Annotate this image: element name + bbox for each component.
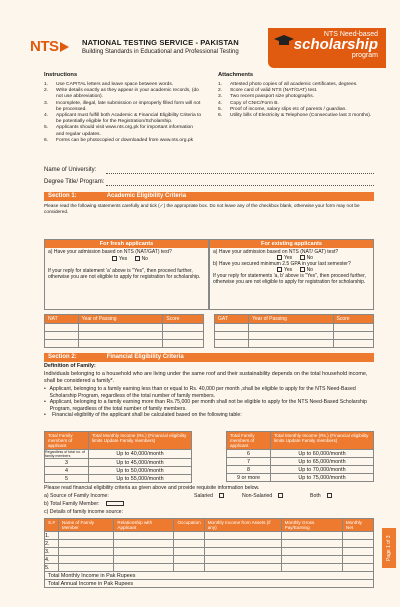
instruction-item: 3. Incomplete, illegal, late submission or improperly filled form will not be processed. xyxy=(44,100,201,112)
details-label: c) Details of family income source: xyxy=(44,509,123,515)
existing-b-yes-checkbox[interactable] xyxy=(277,267,282,272)
table-row: 1. xyxy=(45,532,374,540)
program-banner xyxy=(268,28,386,68)
family-table-header: S.# xyxy=(45,519,59,532)
attachments-list xyxy=(218,82,374,119)
program-line3: program xyxy=(351,52,378,59)
attachment-item: 3. Two recent passport size photographs. xyxy=(218,94,315,100)
attachment-item: 4. Copy of CNIC/Form B. xyxy=(218,100,279,106)
fresh-header: For fresh applicants xyxy=(45,240,208,248)
existing-applicants-box: For existing applicants a) Have your admission based on NTS (NAT/ GAT) test? Yes No b) Have you secured minimum 2.5 GPA in your last semester? Yes No If your reply for statements 'a, b' above is "Yes", then proceed further, otherwise you are not eligible to apply for registration for scholarship. xyxy=(209,239,374,310)
existing-question-a: a) Have your admission based on NTS (NAT/ GAT) test? xyxy=(213,249,339,255)
family-income-table: S.# Name of Family Member Relationship with Applicant Occupation Monthly Income from Assets (if any) Monthly Gross Pay/Earning Monthly Net 1. 2. 3. 4. 5. Total Monthly Income in Pak Rupees Total Annual Income in Pak Rupees xyxy=(44,518,374,588)
instruction-item: 6. Forms can be photocopied or downloaded from www.nts.org.pk xyxy=(44,137,194,143)
income-table-right: Total Family members of applicant Total Monthly Income (Rs.) (Financial eligibility limits Update Family members) 6 Up to 60,000/month 7 Up to 65,000/month 8 Up to 70,000/month 9 or more Up to 75,000/month xyxy=(226,431,374,482)
degree-field[interactable]: Degree Title/ Program: xyxy=(44,179,374,187)
existing-a-no-checkbox[interactable] xyxy=(300,255,305,260)
page-number: Page 1 of 3 xyxy=(382,528,396,568)
fresh-reply-note: If your reply for statement 'a' above is "Yes", then proceed further, otherwise you are not eligible to apply for registration for scholarship. xyxy=(48,268,201,280)
program-line1: NTS Need-based xyxy=(323,31,378,38)
table-row: 2. xyxy=(45,540,374,548)
family-table-header: Monthly Gross Pay/Earning xyxy=(281,519,342,532)
read-note: Please read financial eligibility criteria as given above and provide requisite information below. xyxy=(44,485,260,491)
existing-b-no-checkbox[interactable] xyxy=(300,267,305,272)
attachment-item: 2. Score card of valid NTS (NAT/GAT) test. xyxy=(218,88,318,94)
org-name: NATIONAL TESTING SERVICE - PAKISTAN xyxy=(82,38,239,47)
university-field[interactable]: Name of University: xyxy=(44,167,374,175)
fresh-yes-checkbox[interactable] xyxy=(112,256,117,261)
fresh-no-checkbox[interactable] xyxy=(135,256,140,261)
table-row: 3. xyxy=(45,548,374,556)
family-table-header: Name of Family Member xyxy=(58,519,113,532)
section1-bar: Section 1: Academic Eligibility Criteria xyxy=(44,192,374,201)
salaried-checkbox[interactable] xyxy=(219,493,224,498)
existing-a-yes-checkbox[interactable] xyxy=(277,255,282,260)
gat-table: GAT Year of Passing Score xyxy=(214,314,374,348)
instruction-item: 5. Applicants should visit www.nts.org.pk for important information and regular updates. xyxy=(44,125,193,137)
income-source-row: a) Source of Family Income: Salaried Non-Salaried Both xyxy=(44,493,374,500)
attachments-title: Attachments xyxy=(218,72,254,78)
org-tagline: Building Standards in Educational and Professional Testing xyxy=(82,49,239,55)
non-salaried-checkbox[interactable] xyxy=(278,493,283,498)
nts-logo: NTS xyxy=(30,38,69,55)
family-table-header: Relationship with Applicant xyxy=(114,519,174,532)
family-member-input[interactable] xyxy=(106,501,124,506)
instructions-list xyxy=(44,82,202,144)
program-line2: scholarship xyxy=(293,36,378,53)
family-member-row: b) Total Family Member: xyxy=(44,501,374,508)
instruction-item: 2. Write details exactly as they appear in your academic records, (do not use abbreviation). xyxy=(44,88,199,100)
attachment-item: 6. Utility bills of Electricity & Telephone (Consecutive last 3 months). xyxy=(218,113,372,119)
family-table-header: Occupation xyxy=(174,519,204,532)
eligibility-bullets: • Applicant, belonging to a family earning less than or equal to Rs. 40,000 per month ,shall be eligible to apply for the NTS Need-Based Scholarship Program, regardless of the total number of family members. • Applicant, belonging to a family earning more than Rs.75,000 per month shall not be eligible to apply for the NTS Need-Based Scholarship Program, regardless of the total number of family members. • Financial eligibility of the applicant shall be calculated based on the following table: xyxy=(44,386,367,419)
attachment-item: 1. Attested photo copies of all academic certificates, degrees. xyxy=(218,82,358,87)
both-checkbox[interactable] xyxy=(327,493,332,498)
instruction-item: 1. Use CAPITAL letters and leave space between words. xyxy=(44,82,174,87)
attachment-item: 5. Proof of income, salary slips etc of parents / guardian. xyxy=(218,106,347,112)
existing-header: For existing applicants xyxy=(210,240,373,248)
table-row: 4. xyxy=(45,556,374,564)
existing-reply-note: If your reply for statements 'a, b' above is "Yes", then proceed further, otherwise you are not eligible to apply for registration for scholarship. xyxy=(213,273,366,285)
existing-question-b: b) Have you secured minimum 2.5 GPA in your last semester? xyxy=(213,261,351,267)
family-table-header: Monthly Income from Assets (if any) xyxy=(204,519,281,532)
family-definition-title: Definition of Family: xyxy=(44,363,96,369)
section2-bar: Section 2: Financial Eligibility Criteria xyxy=(44,353,374,362)
section1-note: Please read the following statements carefully and tick (✓) the appropriate box. Do not leave any of the checkbox blank, otherwise your form may not be considered. xyxy=(44,203,360,214)
instructions-title: Instructions xyxy=(44,72,78,78)
income-table-left: Total Family members of applicant Total Monthly Income (Rs.) (Financial eligibility limits Update Family members) Regardless of total no. of family members Up to 40,000/month 3 Up to 45,000/month 4 Up to 50,000/month 5 Up to 55,000/month xyxy=(44,431,192,483)
fresh-applicants-box: For fresh applicants a) Have your admission based on NTS (NAT/GAT) test? Yes No If your reply for statement 'a' above is "Yes", then proceed further, otherwise you are not eligible to apply for registration for scholarship. xyxy=(44,239,209,310)
nat-table: NAT Year of Passing Score xyxy=(44,314,204,348)
org-header xyxy=(82,38,239,55)
family-definition-text: Individuals belonging to a household who are living under the same roof and their sustainability depends on the total household income, shall be considered a family*. xyxy=(44,371,368,385)
table-row: 5. xyxy=(45,564,374,572)
family-table-header: Monthly Net xyxy=(342,519,373,532)
instruction-item: 4. Applicant must fulfill both Academic & Financial Eligibility Criteria to be potentially eligible for the Registration/Scholarship. xyxy=(44,113,202,125)
graduation-cap-icon xyxy=(274,34,294,48)
fresh-question: a) Have your admission based on NTS (NAT/GAT) test? xyxy=(48,249,172,255)
